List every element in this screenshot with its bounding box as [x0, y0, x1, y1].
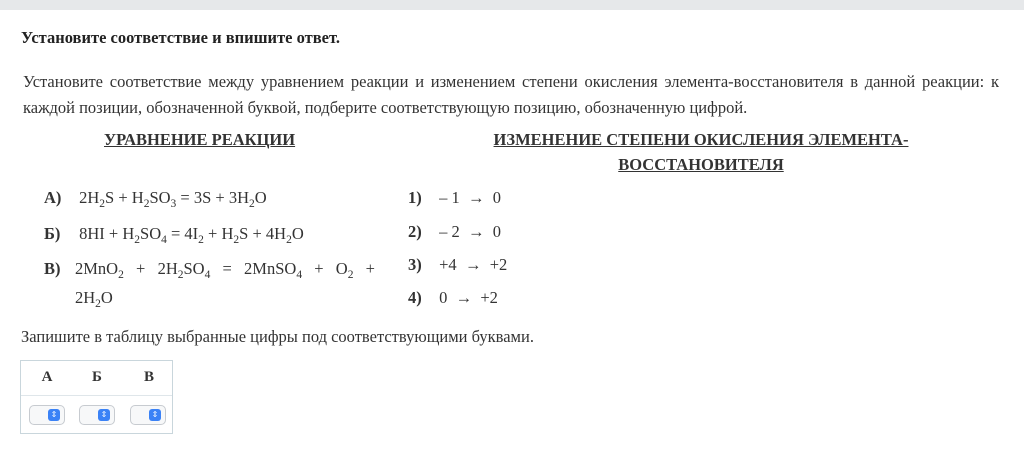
- footer-instruction: Запишите в таблицу выбранные цифры под соответствующими буквами.: [21, 327, 534, 346]
- instruction-title: Установите соответствие и впишите ответ.: [21, 28, 340, 47]
- answer-table: [20, 360, 173, 434]
- option-1: 1) – 1 → 0: [408, 188, 501, 207]
- top-bar: [0, 0, 1024, 10]
- equation-c: [44, 259, 375, 279]
- equation-b: [44, 224, 304, 244]
- header-oxidation-line1: ИЗМЕНЕНИЕ СТЕПЕНИ ОКИСЛЕНИЯ ЭЛЕМЕНТА-: [493, 130, 909, 149]
- task-text: Установите соответствие между уравнением реакции и изменением степени окисления элемента-восстановителя в данной реакции: к каждой позиции, обозначенной буквой, подберите соответствующую позицию, обозначенную цифрой.: [23, 72, 999, 117]
- arrow-right-icon: →: [468, 188, 485, 207]
- header-equations: УРАВНЕНИЕ РЕАКЦИИ: [104, 130, 296, 149]
- arrow-right-icon: →: [464, 255, 482, 274]
- option-2: 2) – 2 → 0: [408, 222, 501, 241]
- select-arrows-icon: ⇕: [149, 409, 161, 421]
- answer-header-c: В: [143, 369, 154, 385]
- option-4: 4) 0 → +2: [408, 288, 498, 307]
- answer-select-c[interactable]: [130, 405, 166, 425]
- answer-select-a[interactable]: [29, 405, 65, 425]
- select-arrows-icon: ⇕: [98, 409, 110, 421]
- header-oxidation-line2: ВОССТАНОВИТЕЛЯ: [618, 155, 784, 174]
- equation-label: А): [44, 188, 62, 207]
- answer-header-a: А: [41, 369, 53, 385]
- arrow-right-icon: →: [468, 222, 485, 241]
- equation-formula: $2H_2S + H_2SO_3 = 3S + 3H_2O$: [79, 188, 267, 210]
- equation-a: [44, 188, 267, 208]
- equation-label: В): [44, 259, 61, 278]
- equation-formula: $8HI + H_2SO_4 = 4I_2 + H_2S + 4H_2O$: [79, 224, 304, 246]
- equation-c-continuation: $2H_2O$: [75, 288, 113, 310]
- equation-formula: $2MnO_2 + 2H_2SO_4$ = 2MnSO$_4$ + $O_2$ +: [75, 259, 375, 281]
- answer-header-b: Б: [92, 369, 102, 385]
- equation-label: Б): [44, 224, 61, 243]
- header-oxidation-change: [470, 127, 932, 177]
- arrow-right-icon: →: [455, 288, 473, 307]
- answer-select-b[interactable]: [79, 405, 115, 425]
- select-arrows-icon: ⇕: [48, 409, 60, 421]
- option-3: 3) +4 → +2: [408, 255, 508, 274]
- answer-table-divider: [21, 395, 172, 396]
